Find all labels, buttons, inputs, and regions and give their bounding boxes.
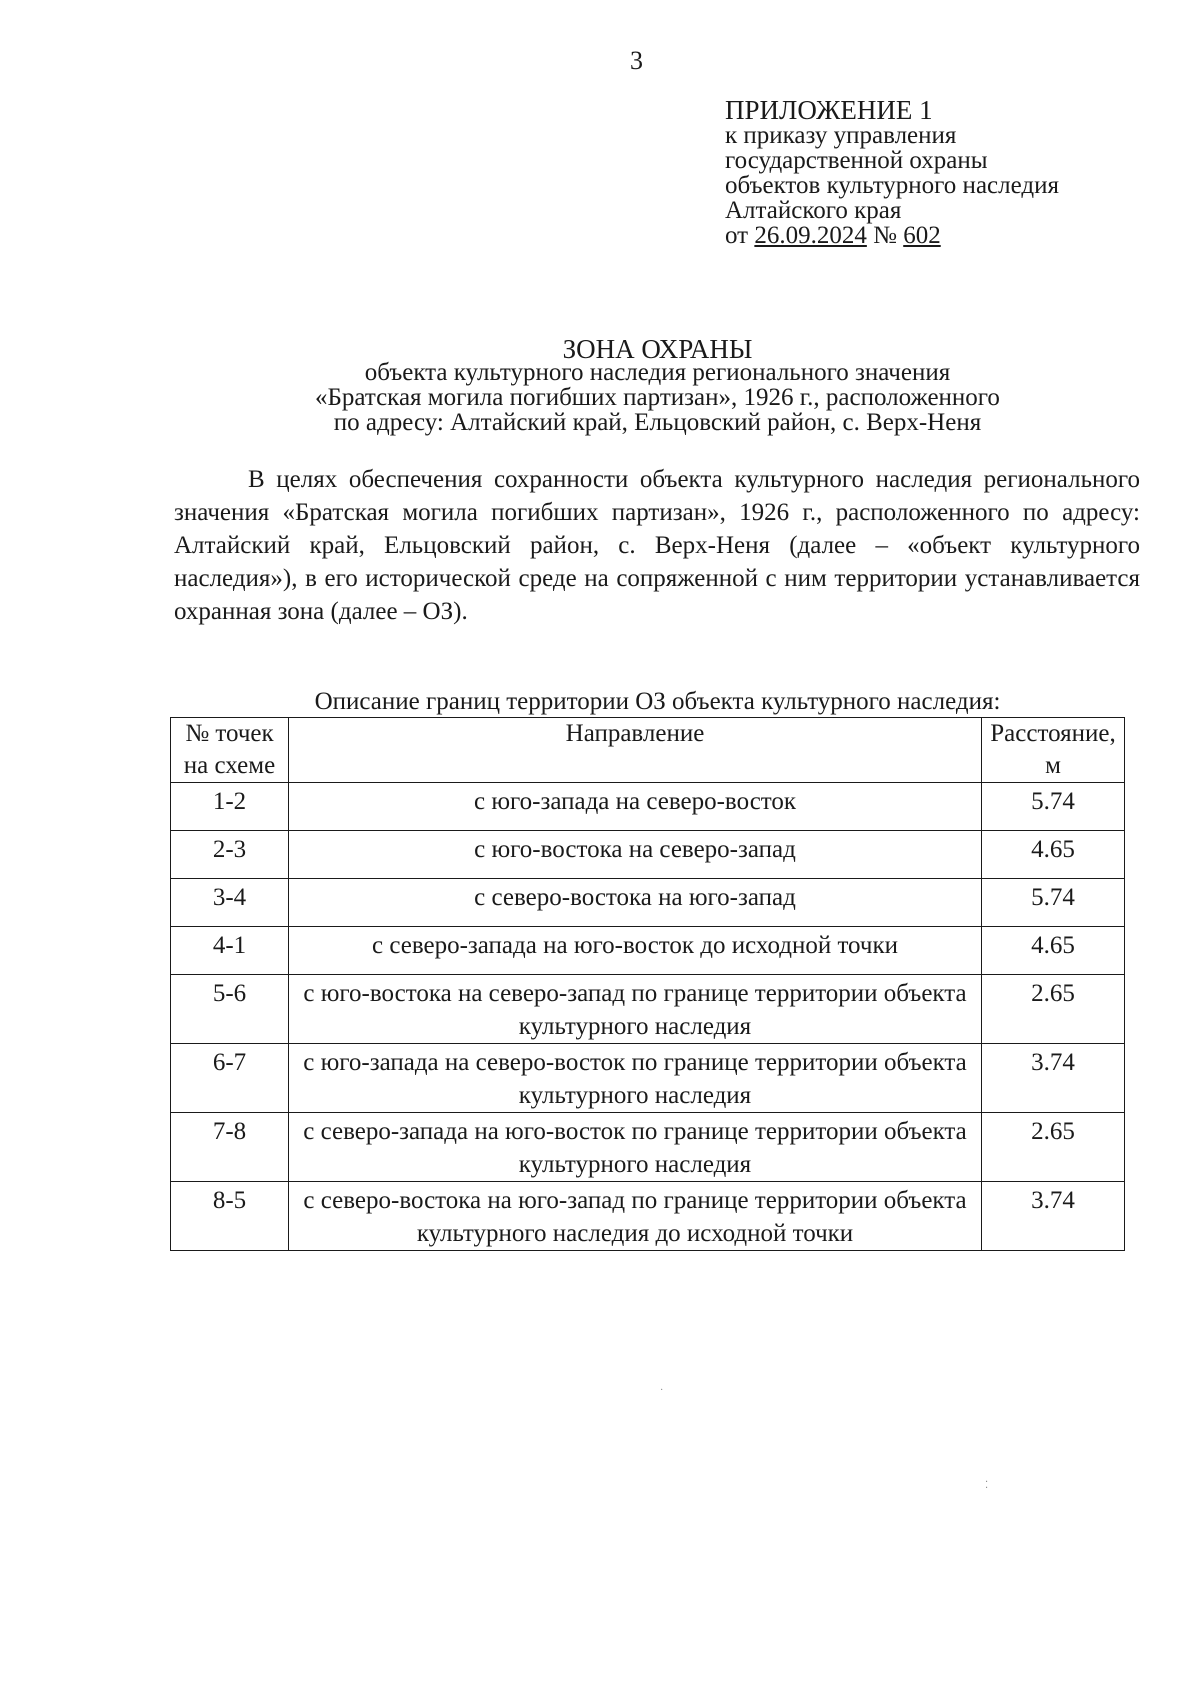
cell-direction: с северо-востока на юго-запад по границе территории объекта культурного наследия до исходной точки	[289, 1182, 982, 1251]
cell-direction: с северо-востока на юго-запад	[289, 879, 982, 927]
cell-points: 8-5	[171, 1182, 289, 1251]
zone-title: ЗОНА ОХРАНЫ	[562, 334, 753, 364]
header-points: № точек на схеме	[171, 718, 289, 783]
zone-subtitle-line: объекта культурного наследия регионального значения	[364, 359, 951, 386]
cell-direction: с юго-запада на северо-восток по границе территории объекта культурного наследия	[289, 1044, 982, 1113]
cell-direction: с юго-востока на северо-запад	[289, 831, 982, 879]
appendix-title: ПРИЛОЖЕНИЕ 1	[725, 95, 933, 125]
header-distance: Расстояние, м	[982, 718, 1125, 783]
scan-speck: ⁚	[985, 1480, 989, 1491]
zone-subtitle-line: «Братская могила погибших партизан», 1926 г., расположенного	[315, 384, 1000, 411]
appendix-line: Алтайского края	[725, 197, 902, 224]
table-header-row	[171, 718, 1125, 783]
zone-subtitle	[0, 360, 1200, 435]
intro-paragraph: В целях обеспечения сохранности объекта культурного наследия регионального значения «Братская могила погибших партизан», 1926 г., расположенного по адресу: Алтайский край, Ельцовский район, с. Верх-Неня (далее – «объект культурного наследия»), в его исторической среде на сопряженной с ним территории устанавливается охранная зона (далее – ОЗ).	[174, 466, 1140, 625]
scan-speck: ·	[660, 1385, 664, 1396]
cell-points: 2-3	[171, 831, 289, 879]
table-row	[171, 879, 1125, 927]
cell-direction: с юго-запада на северо-восток	[289, 783, 982, 831]
table-row	[171, 1113, 1125, 1182]
table-row	[171, 927, 1125, 975]
boundary-table	[170, 717, 1125, 1251]
table-row	[171, 831, 1125, 879]
cell-distance: 4.65	[982, 927, 1125, 975]
appendix-line: к приказу управления	[725, 122, 957, 149]
appendix-line: государственной охраны	[725, 147, 988, 174]
table-row	[171, 783, 1125, 831]
appendix-block	[725, 95, 1059, 249]
order-number: 602	[903, 222, 941, 249]
cell-distance: 2.65	[982, 1113, 1125, 1182]
page-number: 3	[630, 46, 643, 75]
cell-distance: 4.65	[982, 831, 1125, 879]
cell-points: 1-2	[171, 783, 289, 831]
cell-distance: 5.74	[982, 879, 1125, 927]
table-row	[171, 1044, 1125, 1113]
cell-distance: 3.74	[982, 1044, 1125, 1113]
header-direction: Направление	[289, 718, 982, 783]
cell-points: 5-6	[171, 975, 289, 1044]
table-caption: Описание границ территории ОЗ объекта культурного наследия:	[314, 688, 1001, 715]
cell-points: 3-4	[171, 879, 289, 927]
cell-direction: с северо-запада на юго-восток по границе территории объекта культурного наследия	[289, 1113, 982, 1182]
zone-subtitle-line: по адресу: Алтайский край, Ельцовский район, с. Верх-Неня	[333, 409, 982, 436]
table-row	[171, 1182, 1125, 1251]
date-prefix: от	[725, 222, 749, 249]
cell-points: 7-8	[171, 1113, 289, 1182]
cell-direction: с юго-востока на северо-запад по границе территории объекта культурного наследия	[289, 975, 982, 1044]
cell-distance: 5.74	[982, 783, 1125, 831]
order-date: 26.09.2024	[754, 222, 867, 249]
cell-direction: с северо-запада на юго-восток до исходной точки	[289, 927, 982, 975]
appendix-date-line	[725, 223, 1059, 248]
cell-distance: 3.74	[982, 1182, 1125, 1251]
table-row	[171, 975, 1125, 1044]
cell-points: 4-1	[171, 927, 289, 975]
appendix-line: объектов культурного наследия	[725, 172, 1059, 199]
cell-points: 6-7	[171, 1044, 289, 1113]
cell-distance: 2.65	[982, 975, 1125, 1044]
number-sign: №	[873, 222, 897, 249]
